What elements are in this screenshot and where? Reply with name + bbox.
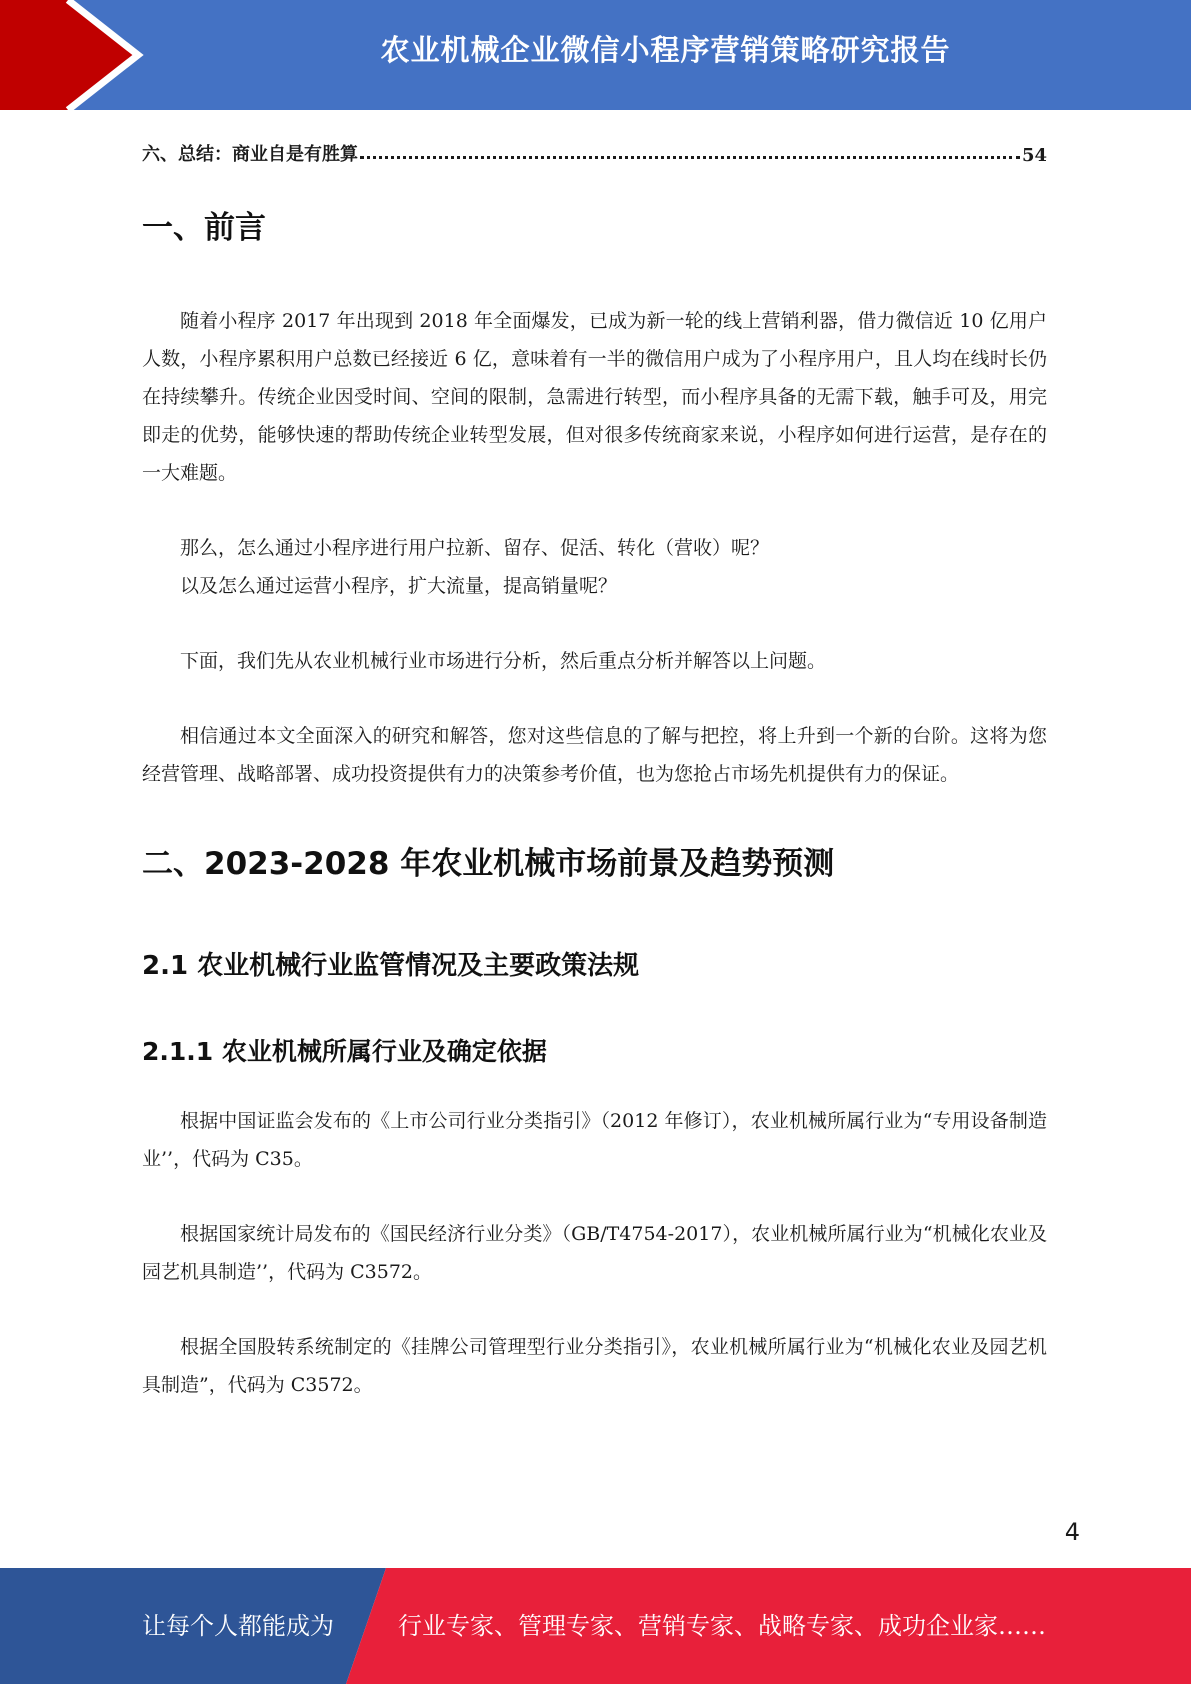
- page-number: 4: [1064, 1518, 1080, 1546]
- industry-paragraph-2: 根据国家统计局发布的《国民经济行业分类》（GB/T4754-2017），农业机械所属行业为“机械化农业及园艺机具制造’’，代码为 C3572。: [142, 1223, 1047, 1283]
- preface-paragraph-1: 随着小程序 2017 年出现到 2018 年全面爆发，已成为新一轮的线上营销利器，借力微信近 10 亿用户人数，小程序累积用户总数已经接近 6 亿，意味着有一半的微信用户成为了小程序用户，且人均在线时长仍在持续攀升。传统企业因受时间、空间的限制，急需进行转型，而小程序具备的无需下载，触手可及，用完即走的优势，能够快速的帮助传统企业转型发展，但对很多传统商家来说，小程序如何进行运营，是存在的一大难题。: [142, 310, 1047, 484]
- preface-paragraph-5: 相信通过本文全面深入的研究和解答，您对这些信息的了解与把控，将上升到一个新的台阶。这将为您经营管理、战略部署、成功投资提供有力的决策参考价值，也为您抢占市场先机提供有力的保证。: [142, 725, 1047, 785]
- subsection-heading-regulation: 2.1 农业机械行业监管情况及主要政策法规: [142, 951, 640, 981]
- footer-slogan-right: 行业专家、管理专家、营销专家、战略专家、成功企业家……: [398, 1612, 1046, 1640]
- industry-paragraph-3: 根据全国股转系统制定的《挂牌公司管理型行业分类指引》，农业机械所属行业为“机械化农业及园艺机具制造”，代码为 C3572。: [142, 1336, 1047, 1396]
- toc-leader-dots: [360, 156, 1020, 159]
- report-title: 农业机械企业微信小程序营销策略研究报告: [380, 33, 951, 67]
- toc-entry-label: 六、总结：商业自是有胜算: [142, 144, 358, 165]
- page-content: [142, 118, 1047, 1404]
- preface-paragraph-3: 以及怎么通过运营小程序，扩大流量，提高销量呢？: [180, 575, 618, 597]
- section-heading-preface: 一、前言: [142, 210, 266, 246]
- subsection-heading-industry-basis: 2.1.1 农业机械所属行业及确定依据: [142, 1037, 547, 1066]
- toc-entry[interactable]: [142, 118, 1047, 166]
- industry-paragraph-1: 根据中国证监会发布的《上市公司行业分类指引》（2012 年修订），农业机械所属行业为“专用设备制造业’’，代码为 C35。: [142, 1110, 1047, 1170]
- page-footer: [0, 1568, 1191, 1684]
- page-header: [0, 0, 1191, 110]
- section-heading-market-outlook: 二、2023-2028 年农业机械市场前景及趋势预测: [142, 846, 835, 882]
- footer-slogan-left: 让每个人都能成为: [142, 1612, 334, 1640]
- preface-paragraph-4: 下面，我们先从农业机械行业市场进行分析，然后重点分析并解答以上问题。: [180, 650, 827, 672]
- preface-paragraph-2: 那么，怎么通过小程序进行用户拉新、留存、促活、转化（营收）呢？: [180, 537, 770, 559]
- toc-entry-page: 54: [1021, 145, 1047, 166]
